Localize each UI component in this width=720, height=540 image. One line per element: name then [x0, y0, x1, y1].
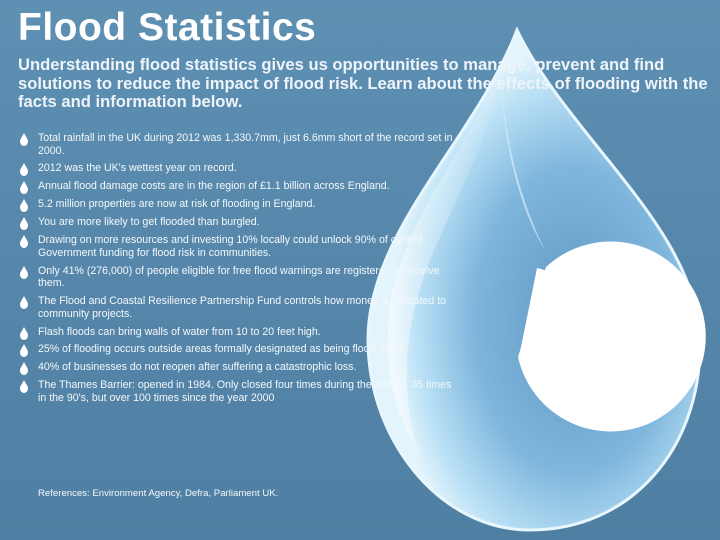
fact-text: Only 41% (276,000) of people eligible for free flood warnings are registered to receive them.: [38, 264, 440, 290]
list-item: [16, 198, 456, 211]
water-drop-icon: [19, 199, 29, 212]
fact-text: 25% of flooding occurs outside areas formally designated as being flood prone.: [38, 343, 409, 356]
fact-text: Flash floods can bring walls of water from 10 to 20 feet high.: [38, 325, 321, 338]
fact-text: Total rainfall in the UK during 2012 was 1,330.7mm, just 6.6mm short of the record set in 2000.: [38, 132, 453, 157]
fact-text: Drawing on more resources and investing 10% locally could unlock 90% of central Government funding for flood risk in communities.: [38, 234, 423, 259]
water-drop-icon: [19, 163, 29, 176]
list-item: [16, 379, 456, 404]
water-drop-icon: [19, 181, 29, 194]
list-item: [16, 326, 456, 339]
list-item: [16, 265, 456, 290]
list-item: [16, 343, 456, 356]
fact-text: You are more likely to get flooded than burgled.: [38, 216, 260, 229]
page-title: Flood Statistics: [18, 6, 317, 49]
water-drop-icon: [19, 380, 29, 393]
fact-text: 40% of businesses do not reopen after suffering a catastrophic loss.: [38, 361, 357, 374]
water-drop-icon: [19, 217, 29, 230]
fact-text: The Flood and Coastal Resilience Partnership Fund controls how money is allocated to community projects.: [38, 295, 447, 320]
list-item: [16, 180, 456, 193]
fact-text: 5.2 million properties are now at risk of flooding in England.: [38, 198, 316, 211]
water-drop-icon: [19, 327, 29, 340]
facts-list: [16, 132, 456, 410]
water-drop-icon: [19, 266, 29, 279]
list-item: [16, 132, 456, 157]
fact-text: Annual flood damage costs are in the region of £1.1 billion across England.: [38, 180, 390, 193]
intro-text: Understanding flood statistics gives us opportunities to manage, prevent and find solutions to reduce the impact of flood risk. Learn about the effects of flooding with the facts and information below.: [18, 55, 708, 111]
list-item: [16, 234, 456, 259]
water-drop-icon: [19, 235, 29, 248]
water-drop-icon: [19, 362, 29, 375]
list-item: [16, 295, 456, 320]
water-drop-icon: [19, 296, 29, 309]
water-drop-icon: [19, 133, 29, 146]
references-text: References: Environment Agency, Defra, Parliament UK.: [38, 488, 279, 499]
fact-text: 2012 was the UK's wettest year on record.: [38, 162, 237, 175]
list-item: [16, 216, 456, 229]
water-drop-icon: [19, 344, 29, 357]
list-item: [16, 162, 456, 175]
fact-text: The Thames Barrier: opened in 1984. Only closed four times during the 1980's, 35 times in the 90's, but over 100 times since the year 2000: [38, 379, 452, 404]
list-item: [16, 361, 456, 374]
